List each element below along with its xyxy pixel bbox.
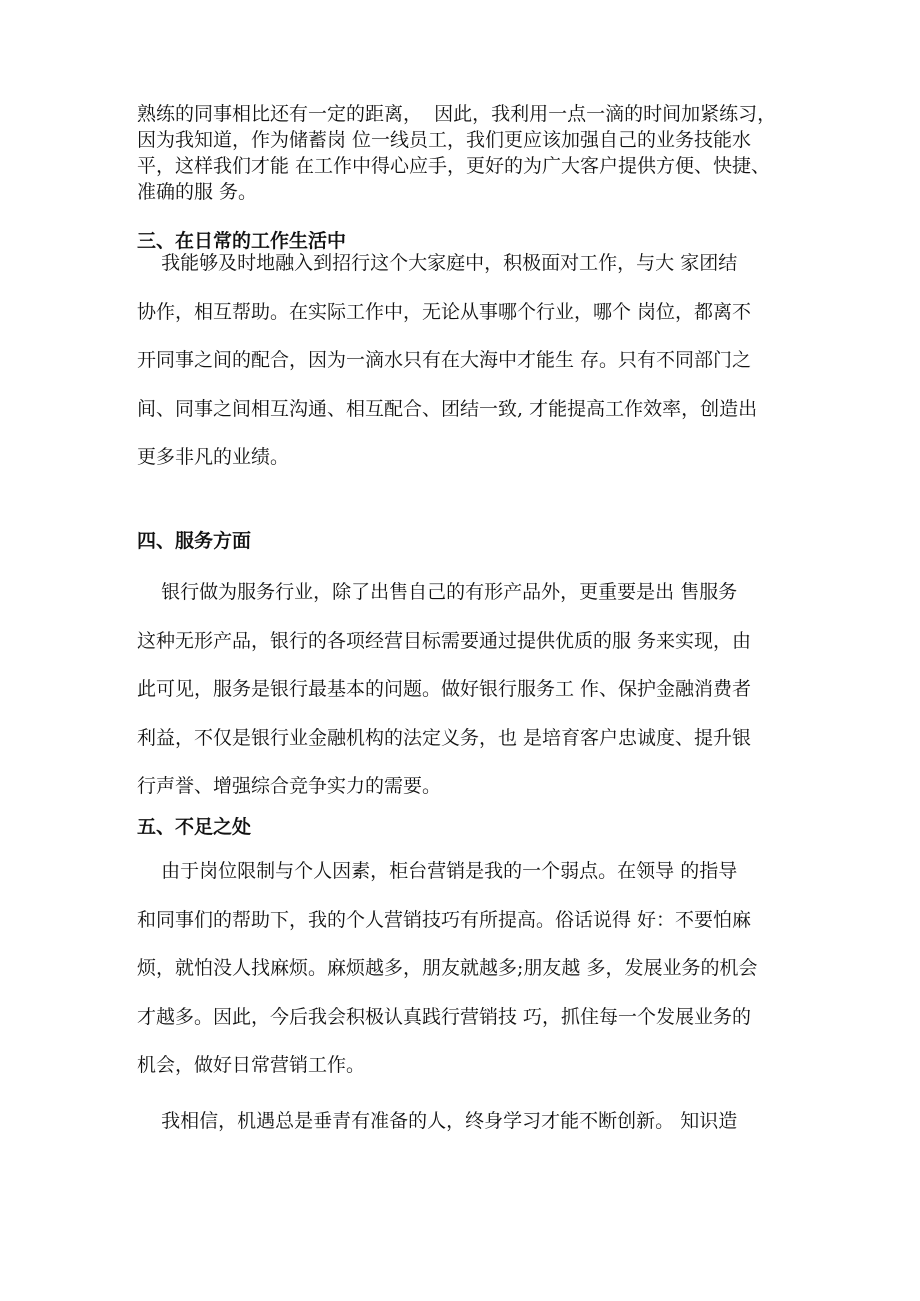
paragraph-service bbox=[137, 568, 797, 811]
text-line: 利益，不仅是银行业金融机构的法定义务，也 是培育客户忠诚度、提升银 bbox=[137, 726, 752, 749]
paragraph-shortcomings bbox=[137, 847, 797, 1090]
text-line: 此可见，服务是银行最基本的问题。做好银行服务工 作、保护金融消费者 bbox=[137, 678, 752, 700]
text-line: 协作，相互帮助。在实际工作中，无论从事哪个行业，哪个 岗位，都离不 bbox=[137, 300, 752, 323]
text-line: 由于岗位限制与个人因素，柜台营销是我的一个弱点。在领导 的指导 bbox=[137, 860, 738, 882]
text-line: 准确的服 务。 bbox=[137, 181, 258, 203]
text-line: 银行做为服务行业，除了出售自己的有形产品外，更重要是出 售服务 bbox=[137, 581, 738, 603]
section-heading-service: 四、服务方面 bbox=[137, 530, 252, 552]
paragraph-daily-work bbox=[137, 239, 797, 482]
paragraph-intro bbox=[137, 101, 797, 205]
text-line: 机会，做好日常营销工作。 bbox=[137, 1054, 366, 1076]
text-line: 才越多。因此，今后我会积极认真践行营销技 巧，抓住每一个发展业务的 bbox=[137, 1005, 752, 1028]
text-line: 我能够及时地融入到招行这个大家庭中，积极面对工作，与大 家团结 bbox=[137, 252, 738, 274]
text-line: 平，这样我们才能 在工作中得心应手，更好的为广大客户提供方便、快捷、 bbox=[137, 155, 771, 177]
text-line: 和同事们的帮助下，我的个人营销技巧有所提高。俗话说得 好：不要怕麻 bbox=[137, 908, 752, 931]
text-line: 这种无形产品，银行的各项经营目标需要通过提供优质的服 务来实现，由 bbox=[137, 629, 752, 652]
section-heading-shortcomings: 五、不足之处 bbox=[137, 816, 252, 838]
text-line: 因为我知道，作为储蓄岗 位一线员工，我们更应该加强自己的业务技能水 bbox=[137, 129, 752, 151]
text-line: 开同事之间的配合，因为一滴水只有在大海中才能生 存。只有不同部门之 bbox=[137, 349, 752, 371]
section-heading-daily-work: 三、在日常的工作生活中 bbox=[137, 230, 347, 252]
text-line: 间、同事之间相互沟通、相互配合、团结一致, 才能提高工作效率，创造出 bbox=[137, 397, 758, 420]
text-line: 我相信，机遇总是垂青有准备的人，终身学习才能不断创新。 知识造 bbox=[137, 1110, 738, 1132]
text-line: 更多非凡的业绩。 bbox=[137, 446, 290, 468]
text-line: 烦，就怕没人找麻烦。麻烦越多，朋友就越多;朋友越 多，发展业务的机会 bbox=[137, 957, 758, 979]
text-line: 行声誉、增强综合竞争实力的需要。 bbox=[137, 775, 442, 797]
paragraph-closing bbox=[137, 1097, 797, 1146]
text-line: 熟练的同事相比还有一定的距离， 因此，我利用一点一滴的时间加紧练习， bbox=[137, 103, 777, 125]
